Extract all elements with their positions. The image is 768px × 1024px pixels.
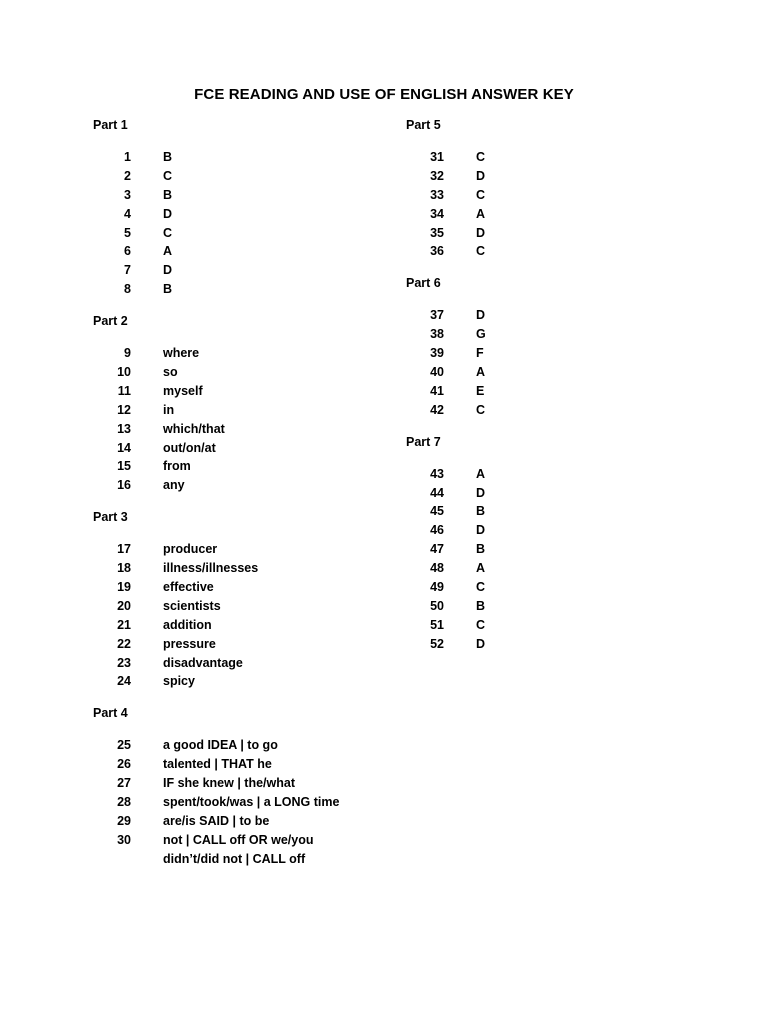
answer-row <box>93 812 393 831</box>
answer-section <box>406 117 706 261</box>
answer-row <box>93 242 393 261</box>
question-number: 22 <box>117 636 131 651</box>
answer-text: are/is SAID | to be <box>163 813 270 828</box>
answer-row <box>93 344 393 363</box>
answer-row <box>406 540 706 559</box>
answer-text: D <box>476 636 486 651</box>
answer-text: didn’t/did not | CALL off <box>163 851 306 866</box>
answer-text: C <box>163 168 173 183</box>
question-number: 29 <box>117 813 131 828</box>
answer-row <box>93 476 393 495</box>
question-number: 42 <box>430 402 444 417</box>
question-number: 19 <box>117 580 131 595</box>
answer-section <box>93 509 393 691</box>
answer-text: effective <box>163 580 214 595</box>
answer-text: in <box>163 402 175 417</box>
question-number: 11 <box>117 383 131 398</box>
answer-list <box>406 306 706 419</box>
question-number: 35 <box>430 225 444 240</box>
answer-text: producer <box>163 542 218 557</box>
answer-row <box>93 831 393 850</box>
answer-row <box>406 635 706 654</box>
question-number: 26 <box>117 757 131 772</box>
answer-text: A <box>476 206 486 221</box>
answer-row <box>406 559 706 578</box>
question-number: 28 <box>117 795 131 810</box>
question-number: 32 <box>430 168 444 183</box>
answer-text: C <box>476 402 486 417</box>
answer-row <box>93 616 393 635</box>
question-number: 8 <box>124 282 131 297</box>
answer-text: D <box>476 523 486 538</box>
answer-text: D <box>163 206 173 221</box>
answer-text: A <box>476 365 486 380</box>
question-number: 45 <box>430 504 444 519</box>
answer-row <box>93 401 393 420</box>
answer-row <box>93 559 393 578</box>
answer-row <box>93 597 393 616</box>
question-number: 30 <box>117 832 131 847</box>
question-number: 25 <box>117 738 131 753</box>
answer-text: any <box>163 478 185 493</box>
answer-row <box>93 774 393 793</box>
part-label: Part 7 <box>406 434 441 449</box>
answer-text: where <box>163 346 200 361</box>
answer-text: illness/illnesses <box>163 561 259 576</box>
answer-list <box>93 736 393 868</box>
question-number: 12 <box>117 402 131 417</box>
question-number: 52 <box>430 636 444 651</box>
answer-row <box>406 616 706 635</box>
answer-row <box>93 672 393 691</box>
question-number: 2 <box>124 168 131 183</box>
question-number: 27 <box>117 776 131 791</box>
question-number: 16 <box>117 478 131 493</box>
answer-row <box>406 148 706 167</box>
answer-row <box>406 224 706 243</box>
question-number: 43 <box>430 466 444 481</box>
part-label: Part 5 <box>406 118 441 132</box>
answer-text: B <box>476 598 486 613</box>
answer-text: F <box>476 346 484 361</box>
answer-row <box>93 793 393 812</box>
answer-text: D <box>163 263 173 278</box>
answer-text: D <box>476 168 486 183</box>
question-number: 21 <box>117 617 131 632</box>
answer-text: not | CALL off OR we/you <box>163 832 314 847</box>
question-number: 18 <box>117 561 131 576</box>
question-number: 15 <box>117 459 131 474</box>
answer-row <box>93 420 393 439</box>
answer-row <box>93 186 393 205</box>
answer-list <box>406 148 706 261</box>
question-number: 24 <box>117 674 131 689</box>
answer-text: A <box>163 244 173 259</box>
answer-text: B <box>163 187 173 202</box>
question-number: 33 <box>430 187 444 202</box>
answer-text: a good IDEA | to go <box>163 738 278 753</box>
question-number: 23 <box>117 655 131 670</box>
answer-text: B <box>163 150 173 164</box>
question-number: 50 <box>430 598 444 613</box>
question-number: 38 <box>430 327 444 342</box>
answer-text: D <box>476 308 486 323</box>
page-title: FCE READING AND USE OF ENGLISH ANSWER KEY <box>194 86 574 103</box>
answer-row <box>93 654 393 673</box>
left-column <box>93 117 393 883</box>
answer-text: spent/took/was | a LONG time <box>163 795 340 810</box>
answer-text: disadvantage <box>163 655 243 670</box>
answer-row <box>93 850 393 869</box>
question-number: 51 <box>430 617 444 632</box>
answer-row <box>406 465 706 484</box>
answer-text: addition <box>163 617 212 632</box>
question-number: 17 <box>117 542 131 557</box>
question-number: 36 <box>430 244 444 259</box>
answer-text: A <box>476 561 486 576</box>
answer-row <box>406 167 706 186</box>
part-label: Part 6 <box>406 276 441 291</box>
question-number: 3 <box>124 187 131 202</box>
question-number: 20 <box>117 598 131 613</box>
answer-row <box>406 344 706 363</box>
answer-row <box>93 280 393 299</box>
answer-text: from <box>163 459 191 474</box>
answer-section <box>406 434 706 654</box>
question-number: 31 <box>430 150 444 164</box>
answer-text: pressure <box>163 636 216 651</box>
answer-text: B <box>476 504 486 519</box>
answer-text: scientists <box>163 598 221 613</box>
answer-row <box>93 755 393 774</box>
answer-row <box>93 167 393 186</box>
question-number: 34 <box>430 206 444 221</box>
part-label: Part 2 <box>93 314 128 329</box>
answer-text: spicy <box>163 674 195 689</box>
answer-row <box>93 261 393 280</box>
answer-section <box>93 117 393 299</box>
answer-section <box>93 313 393 495</box>
question-number: 48 <box>430 561 444 576</box>
answer-row <box>406 484 706 503</box>
answer-text: out/on/at <box>163 440 216 455</box>
answer-row <box>93 363 393 382</box>
question-number: 5 <box>124 225 131 240</box>
answer-text: C <box>476 617 486 632</box>
question-number: 37 <box>430 308 444 323</box>
question-number: 47 <box>430 542 444 557</box>
answer-row <box>93 635 393 654</box>
answer-row <box>406 363 706 382</box>
answer-row <box>93 439 393 458</box>
question-number: 1 <box>124 150 131 164</box>
answer-row <box>406 382 706 401</box>
answer-text: B <box>476 542 486 557</box>
answer-text: C <box>163 225 173 240</box>
answer-list <box>93 344 393 495</box>
answer-row <box>406 306 706 325</box>
question-number: 10 <box>117 365 131 380</box>
answer-text: E <box>476 383 485 398</box>
answer-section <box>406 275 706 419</box>
question-number: 40 <box>430 365 444 380</box>
answer-text: talented | THAT he <box>163 757 272 772</box>
part-label: Part 4 <box>93 706 128 721</box>
answer-list <box>93 148 393 299</box>
answer-text: IF she knew | the/what <box>163 776 295 791</box>
question-number: 4 <box>124 206 131 221</box>
answer-row <box>406 325 706 344</box>
question-number: 39 <box>430 346 444 361</box>
answer-text: so <box>163 365 178 380</box>
answer-row <box>406 205 706 224</box>
answer-row <box>406 502 706 521</box>
answer-row <box>406 521 706 540</box>
question-number: 44 <box>430 485 444 500</box>
answer-text: G <box>476 327 486 342</box>
part-label: Part 3 <box>93 510 128 525</box>
answer-text: C <box>476 580 486 595</box>
question-number: 13 <box>117 421 131 436</box>
answer-text: B <box>163 282 173 297</box>
question-number: 49 <box>430 580 444 595</box>
answer-list <box>93 540 393 691</box>
right-column <box>406 117 706 668</box>
question-number: 14 <box>117 440 131 455</box>
answer-row <box>406 242 706 261</box>
answer-row <box>93 224 393 243</box>
answer-row <box>406 578 706 597</box>
answer-row <box>93 382 393 401</box>
answer-text: which/that <box>163 421 225 436</box>
answer-row <box>93 205 393 224</box>
answer-row <box>93 578 393 597</box>
answer-row <box>93 148 393 167</box>
question-number: 7 <box>124 263 131 278</box>
question-number: 41 <box>430 383 444 398</box>
answer-text: C <box>476 244 486 259</box>
answer-text: D <box>476 225 486 240</box>
answer-list <box>406 465 706 654</box>
question-number: 6 <box>124 244 131 259</box>
answer-text: C <box>476 150 486 164</box>
answer-text: C <box>476 187 486 202</box>
answer-row <box>93 540 393 559</box>
answer-text: myself <box>163 383 203 398</box>
answer-row <box>93 457 393 476</box>
part-label: Part 1 <box>93 118 128 132</box>
answer-row <box>406 401 706 420</box>
question-number: 46 <box>430 523 444 538</box>
answer-text: A <box>476 466 486 481</box>
question-number: 9 <box>124 346 131 361</box>
answer-row <box>406 186 706 205</box>
answer-text: D <box>476 485 486 500</box>
answer-section <box>93 705 393 868</box>
answer-row <box>93 736 393 755</box>
answer-row <box>406 597 706 616</box>
